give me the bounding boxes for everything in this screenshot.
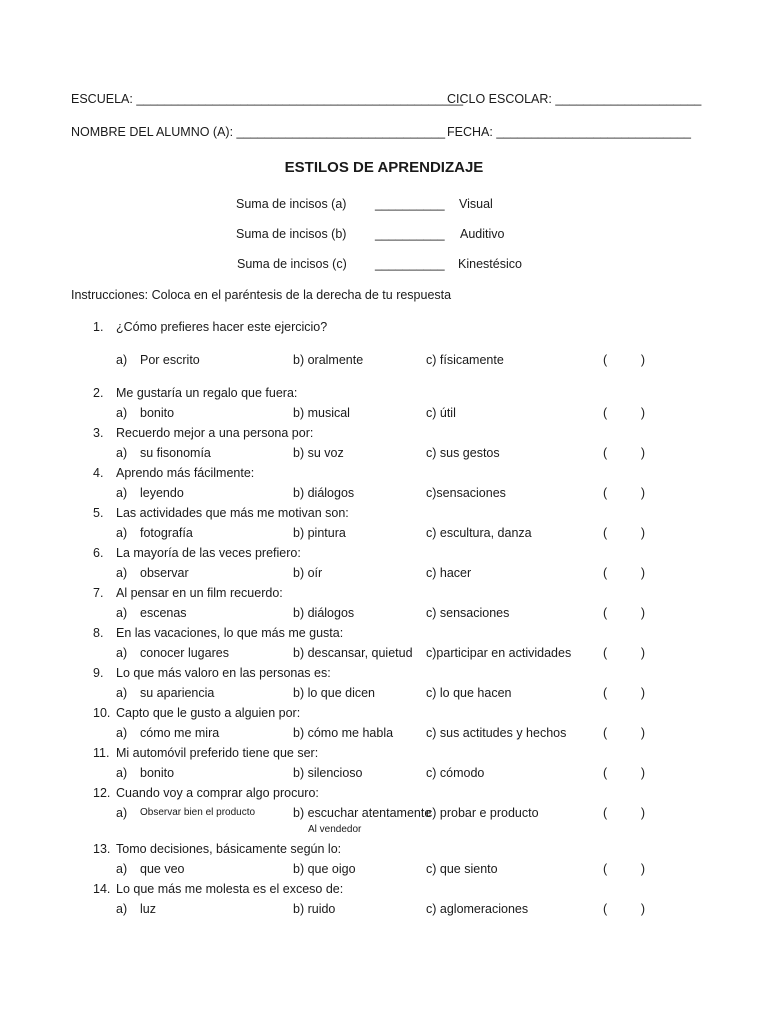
question-text: ¿Cómo prefieres hacer este ejercicio? (116, 320, 328, 334)
answer-box-open: ( (603, 526, 608, 540)
option-b[interactable]: b) su voz (293, 446, 344, 460)
question-number: 3. (93, 426, 104, 440)
escuela-label: ESCUELA: (71, 92, 133, 106)
question-text: En las vacaciones, lo que más me gusta: (116, 626, 344, 640)
sum-b-style: Auditivo (460, 227, 505, 241)
option-c[interactable]: c)sensaciones (426, 486, 506, 500)
question-text: Lo que más me molesta es el exceso de: (116, 882, 344, 896)
option-b[interactable]: b) silencioso (293, 766, 363, 780)
question-text: Las actividades que más me motivan son: (116, 506, 349, 520)
option-a-letter: a) (116, 566, 128, 580)
option-b[interactable]: b) oralmente (293, 353, 364, 367)
option-a-letter: a) (116, 406, 128, 420)
question-number: 1. (93, 320, 104, 334)
option-a[interactable]: fotografía (140, 526, 193, 540)
answer-box[interactable] (603, 526, 645, 540)
answer-box[interactable] (603, 686, 645, 700)
question-number: 7. (93, 586, 104, 600)
alumno-line[interactable]: ______________________________ (236, 125, 446, 139)
answer-box-close: ) (640, 526, 645, 540)
sum-c-label: Suma de incisos (c) (237, 257, 347, 271)
option-a[interactable]: escenas (140, 606, 187, 620)
question-number: 8. (93, 626, 104, 640)
option-a[interactable]: luz (140, 902, 156, 916)
answer-box[interactable] (603, 646, 645, 660)
option-c[interactable]: c) cómodo (426, 766, 485, 780)
answer-box-open: ( (603, 606, 608, 620)
option-b[interactable]: b) ruido (293, 902, 336, 916)
answer-box[interactable] (603, 446, 645, 460)
question-number: 6. (93, 546, 104, 560)
escuela-line[interactable]: _______________________________________________ (136, 92, 464, 106)
option-a-letter: a) (116, 766, 128, 780)
question-text: Aprendo más fácilmente: (116, 466, 255, 480)
answer-box[interactable] (603, 406, 645, 420)
option-a[interactable]: que veo (140, 862, 185, 876)
escuela-field (71, 92, 463, 106)
ciclo-label: CICLO ESCOLAR: (447, 92, 552, 106)
option-a-letter: a) (116, 726, 128, 740)
option-a[interactable]: conocer lugares (140, 646, 229, 660)
question-number: 14. (93, 882, 111, 896)
question-number: 4. (93, 466, 104, 480)
sum-b-label: Suma de incisos (b) (236, 227, 347, 241)
question-text: Tomo decisiones, básicamente según lo: (116, 842, 342, 856)
option-c[interactable]: c) que siento (426, 862, 498, 876)
question-number: 10. (93, 706, 111, 720)
option-b-continuation: Al vendedor (308, 824, 362, 835)
fecha-field (447, 125, 691, 139)
option-a[interactable]: bonito (140, 766, 175, 780)
answer-box-open: ( (603, 806, 608, 820)
answer-box-open: ( (603, 566, 608, 580)
option-b[interactable]: b) que oigo (293, 862, 356, 876)
page-title: ESTILOS DE APRENDIZAJE (284, 159, 484, 176)
option-b[interactable]: b) cómo me habla (293, 726, 394, 740)
answer-box-open: ( (603, 766, 608, 780)
answer-box[interactable] (603, 486, 645, 500)
question-text: Recuerdo mejor a una persona por: (116, 426, 314, 440)
option-b[interactable]: b) diálogos (293, 486, 355, 500)
option-a-letter: a) (116, 902, 128, 916)
answer-box-close: ) (640, 406, 645, 420)
question-number: 12. (93, 786, 111, 800)
option-c[interactable]: c) hacer (426, 566, 472, 580)
answer-box-open: ( (603, 353, 608, 367)
question-text: Capto que le gusto a alguien por: (116, 706, 301, 720)
question-number: 13. (93, 842, 111, 856)
option-a-letter: a) (116, 486, 128, 500)
answer-box-close: ) (640, 646, 645, 660)
option-a[interactable]: cómo me mira (140, 726, 220, 740)
option-a-letter: a) (116, 686, 128, 700)
answer-box-open: ( (603, 902, 608, 916)
option-a-letter: a) (116, 646, 128, 660)
answer-box[interactable] (603, 766, 645, 780)
option-b[interactable]: b) musical (293, 406, 350, 420)
option-a[interactable]: Por escrito (140, 353, 200, 367)
fecha-label: FECHA: (447, 125, 493, 139)
answer-box[interactable] (603, 606, 645, 620)
answer-box-open: ( (603, 862, 608, 876)
option-a-letter: a) (116, 526, 128, 540)
question-number: 2. (93, 386, 104, 400)
answer-box-open: ( (603, 726, 608, 740)
answer-box-close: ) (640, 486, 645, 500)
question-number: 9. (93, 666, 104, 680)
answer-box-close: ) (640, 686, 645, 700)
option-a-letter: a) (116, 353, 128, 367)
answer-box-close: ) (640, 446, 645, 460)
option-a[interactable]: bonito (140, 406, 175, 420)
option-c[interactable]: c)participar en actividades (426, 646, 572, 660)
option-a[interactable]: su apariencia (140, 686, 215, 700)
option-c[interactable]: c) sensaciones (426, 606, 510, 620)
option-c[interactable]: c) escultura, danza (426, 526, 532, 540)
answer-box-open: ( (603, 406, 608, 420)
question-text: La mayoría de las veces prefiero: (116, 546, 301, 560)
sum-c-blank[interactable]: __________ (375, 257, 445, 271)
question-text: Mi automóvil preferido tiene que ser: (116, 746, 319, 760)
sum-a-blank[interactable]: __________ (375, 197, 445, 211)
question-number: 11. (93, 746, 110, 760)
answer-box-open: ( (603, 446, 608, 460)
option-c[interactable]: c) sus gestos (426, 446, 500, 460)
answer-box-close: ) (640, 726, 645, 740)
option-a-letter: a) (116, 446, 128, 460)
alumno-field (71, 125, 445, 139)
answer-box-close: ) (640, 766, 645, 780)
option-a-letter: a) (116, 862, 128, 876)
option-c[interactable]: c) aglomeraciones (426, 902, 529, 916)
option-b[interactable]: b) pintura (293, 526, 346, 540)
sum-c-style: Kinestésico (458, 257, 522, 271)
answer-box-close: ) (640, 566, 645, 580)
answer-box[interactable] (603, 566, 645, 580)
option-c[interactable]: c) sus actitudes y hechos (426, 726, 567, 740)
alumno-label: NOMBRE DEL ALUMNO (A): (71, 125, 234, 139)
sum-a-label: Suma de incisos (a) (236, 197, 347, 211)
option-c[interactable]: c) físicamente (426, 353, 504, 367)
option-c[interactable]: c) lo que hacen (426, 686, 512, 700)
answer-box-close: ) (640, 353, 645, 367)
option-a-letter: a) (116, 806, 128, 820)
sum-b-blank[interactable]: __________ (375, 227, 445, 241)
ciclo-line[interactable]: _____________________ (555, 92, 702, 106)
question-text: Lo que más valoro en las personas es: (116, 666, 331, 680)
answer-box-close: ) (640, 902, 645, 916)
answer-box[interactable] (603, 806, 645, 820)
option-b[interactable]: b) descansar, quietud (293, 646, 413, 660)
question-text: Me gustaría un regalo que fuera: (116, 386, 298, 400)
answer-box[interactable] (603, 902, 645, 916)
option-c[interactable]: c) probar e producto (426, 806, 539, 820)
answer-box[interactable] (603, 862, 645, 876)
option-a-letter: a) (116, 606, 128, 620)
fecha-line[interactable]: ____________________________ (496, 125, 691, 139)
answer-box-close: ) (640, 862, 645, 876)
question-text: Cuando voy a comprar algo procuro: (116, 786, 319, 800)
option-a[interactable]: su fisonomía (140, 446, 211, 460)
instructions-text: Instrucciones: Coloca en el paréntesis de la derecha de tu respuesta (71, 288, 452, 302)
answer-box-close: ) (640, 806, 645, 820)
option-a[interactable]: Observar bien el producto (140, 807, 256, 818)
question-number: 5. (93, 506, 104, 520)
answer-box-open: ( (603, 486, 608, 500)
answer-box[interactable] (603, 726, 645, 740)
option-b[interactable]: b) lo que dicen (293, 686, 376, 700)
option-b[interactable]: b) oír (293, 566, 323, 580)
option-b[interactable]: b) escuchar atentamente (293, 806, 432, 820)
answer-box-open: ( (603, 686, 608, 700)
option-b[interactable]: b) diálogos (293, 606, 355, 620)
question-text: Al pensar en un film recuerdo: (116, 586, 283, 600)
ciclo-field (447, 92, 701, 106)
answer-box[interactable] (603, 353, 645, 367)
option-a[interactable]: observar (140, 566, 189, 580)
sum-a-style: Visual (459, 197, 493, 211)
answer-box-close: ) (640, 606, 645, 620)
option-a[interactable]: leyendo (140, 486, 184, 500)
answer-box-open: ( (603, 646, 608, 660)
option-c[interactable]: c) útil (426, 406, 456, 420)
